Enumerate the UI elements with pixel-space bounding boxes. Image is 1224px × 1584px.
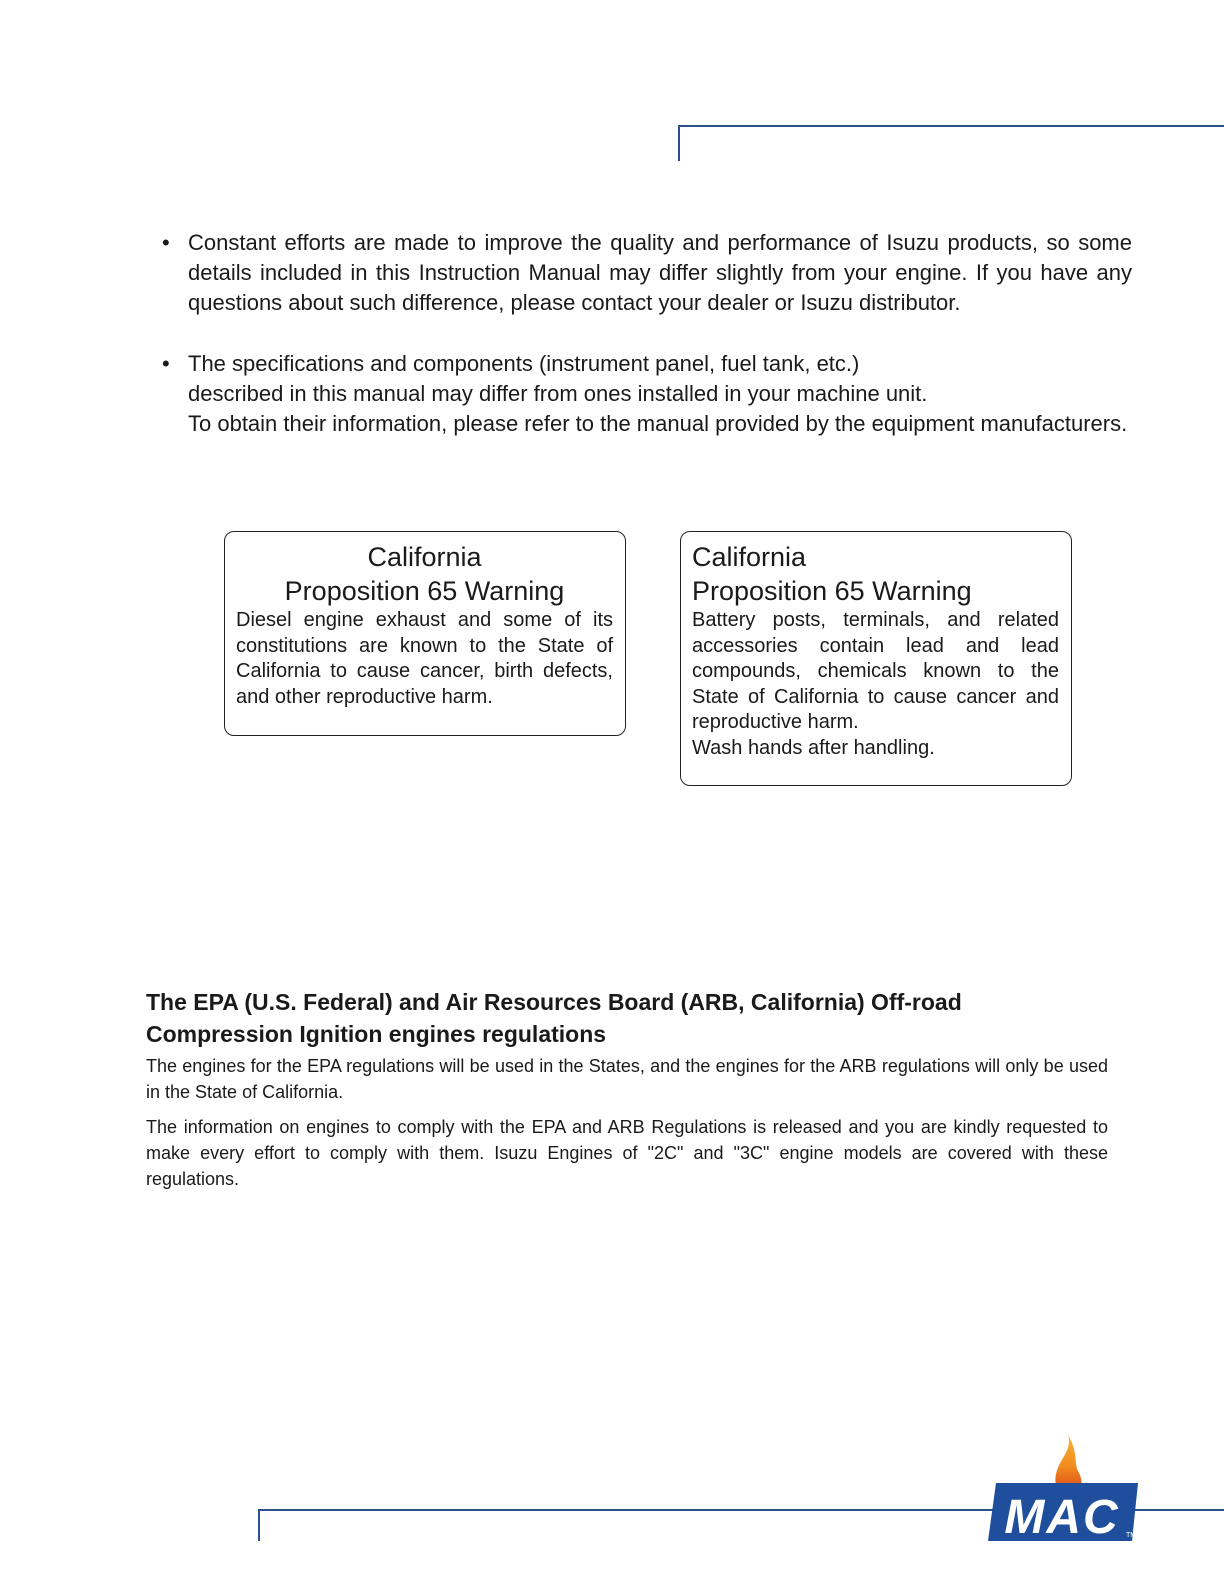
warning-title-line2: Proposition 65 Warning	[284, 576, 565, 606]
warning-title-line1: California	[367, 542, 482, 572]
trademark-mark: TM	[1126, 1532, 1137, 1539]
paragraph: The engines for the EPA regulations will be used in the States, and the engines for the ARB regulations will only be used in the State of California.	[146, 1056, 1108, 1102]
list-item	[160, 349, 1132, 439]
section-heading: The EPA (U.S. Federal) and Air Resources Board (ARB, California) Off-road Compression Ignition engines regulations	[146, 989, 962, 1047]
top-header-tick	[678, 125, 680, 161]
logo-text: MAC	[1004, 1491, 1120, 1543]
paragraph: The information on engines to comply with the EPA and ARB Regulations is released and you are kindly requested to make every effort to comply with them. Isuzu Engines of "2C" and "3C" engine models are covered with these regulations.	[146, 1117, 1108, 1189]
prop65-warning-battery	[680, 531, 1072, 786]
bullet-text: The specifications and components (instrument panel, fuel tank, etc.) described in this manual may differ from ones installed in your machine unit. To obtain their information, please refer to the manual provided by the equipment manufacturers.	[188, 351, 1128, 436]
warning-title-line1: California	[692, 542, 807, 572]
notice-list	[160, 228, 1132, 470]
warning-title-line2: Proposition 65 Warning	[692, 576, 972, 606]
bullet-icon: •	[162, 230, 170, 255]
bullet-text: Constant efforts are made to improve the quality and performance of Isuzu products, so some details included in this Instruction Manual may differ slightly from your engine. If you have any questions about such difference, please contact your dealer or Isuzu distributor.	[188, 230, 1132, 315]
prop65-warning-exhaust	[224, 531, 626, 736]
bullet-icon: •	[162, 351, 170, 376]
bottom-footer-tick	[258, 1509, 260, 1541]
mac-logo	[982, 1433, 1142, 1543]
warning-body: Battery posts, terminals, and related accessories contain lead and lead compounds, chemicals known to the State of California to cause cancer and reproductive harm. Wash hands after handling.	[692, 609, 1059, 759]
top-header-rule	[678, 125, 1224, 127]
epa-regulations-section	[146, 986, 1108, 1201]
warning-body: Diesel engine exhaust and some of its constitutions are known to the State of California to cause cancer, birth defects, and other reproductive harm.	[236, 609, 613, 708]
list-item	[160, 228, 1132, 318]
